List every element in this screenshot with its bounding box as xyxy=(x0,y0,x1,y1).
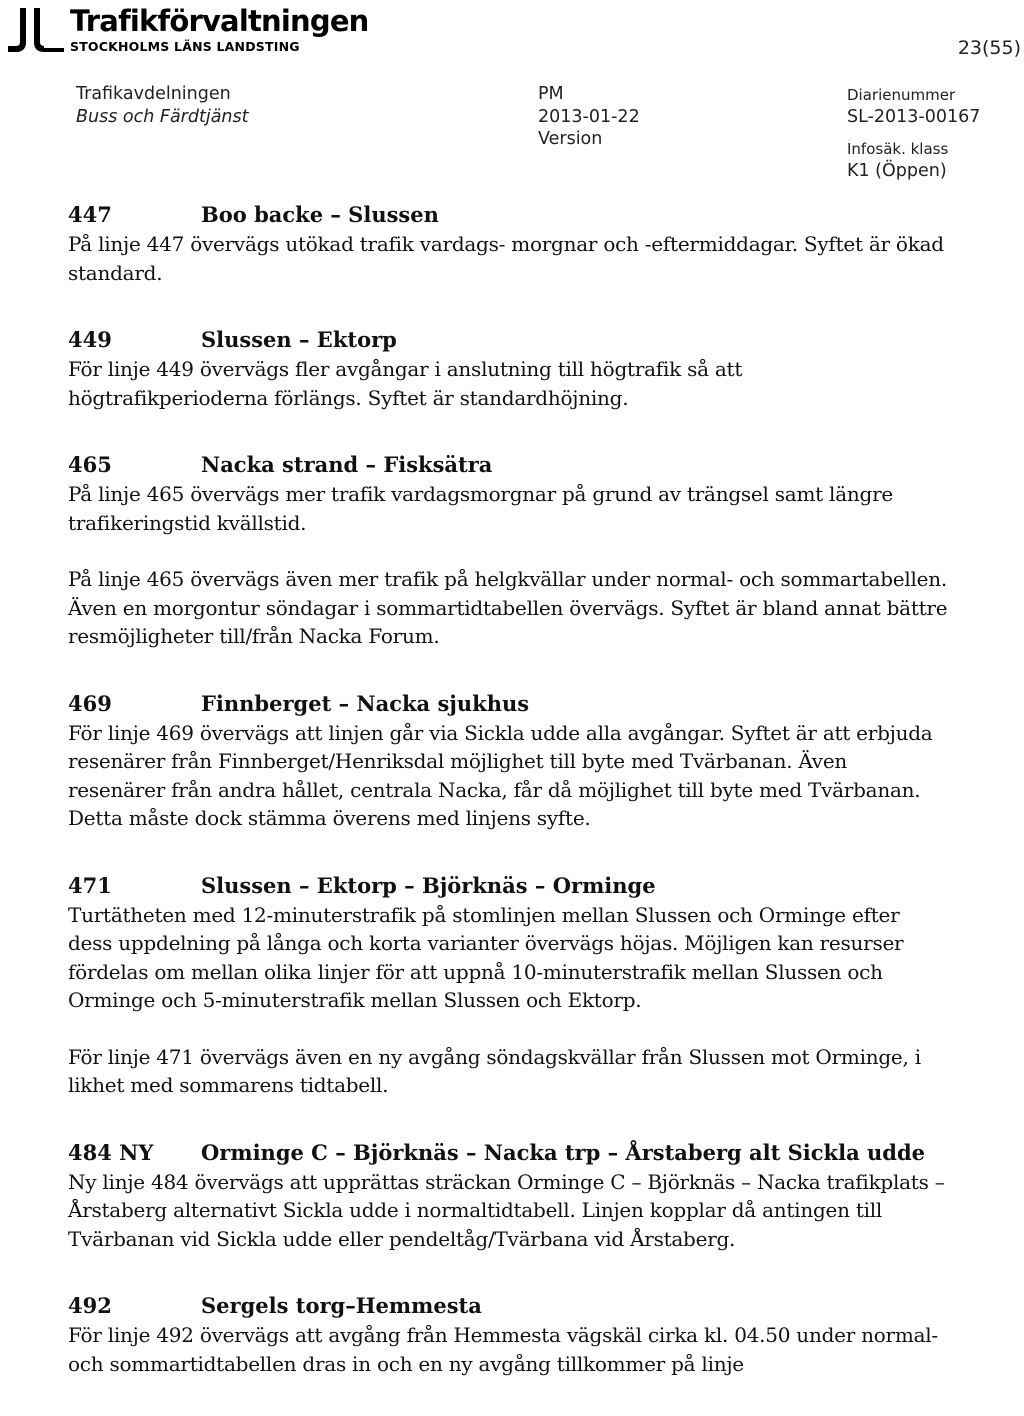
org-logo-icon xyxy=(6,6,66,56)
version-label: Version xyxy=(538,129,603,149)
diary-number: SL-2013-00167 xyxy=(847,107,981,127)
org-subtitle: STOCKHOLMS LÄNS LANDSTING xyxy=(70,39,300,54)
section-heading xyxy=(68,325,948,354)
route-title: Finnberget – Nacka sjukhus xyxy=(201,690,530,716)
section-447 xyxy=(68,200,948,287)
paragraph: Ny linje 484 övervägs att upprättas sträckan Orminge C – Björknäs – Nacka trafikplats – Årstaberg alternativt Sickla udde i normaltidtabell. Linjen kopplar då antingen till Tvärbanan vid Sickla udde eller pendeltåg/Tvärbana vid Årstaberg. xyxy=(68,1169,945,1251)
org-name: Trafikförvaltningen xyxy=(70,4,369,38)
section-heading xyxy=(68,450,948,479)
paragraph: På linje 465 övervägs även mer trafik på helgkvällar under normal- och sommartabellen. Även en morgontur söndagar i sommartidtabellen övervägs. Syftet är bland annat bättre resmöjligheter till/från Nacka Forum. xyxy=(68,567,948,648)
line-number: 492 xyxy=(68,1293,112,1318)
section-469 xyxy=(68,689,948,833)
infosak-value: K1 (Öppen) xyxy=(847,161,947,181)
section-heading xyxy=(68,200,948,229)
section-heading xyxy=(68,689,948,718)
route-title: Slussen – Ektorp xyxy=(201,327,397,352)
paragraph: För linje 449 övervägs fler avgångar i anslutning till högtrafik så att högtrafikperioderna förlängs. Syftet är standardhöjning. xyxy=(68,357,743,410)
route-title: Sergels torg–Hemmesta xyxy=(201,1293,482,1318)
route-title: Slussen – Ektorp – Björknäs – Orminge xyxy=(201,872,656,898)
route-title: Nacka strand – Fisksätra xyxy=(201,452,493,477)
line-number: 484 NY xyxy=(68,1139,154,1165)
page-number: 23(55) xyxy=(957,37,1021,59)
paragraph: På linje 447 övervägs utökad trafik vardags- morgnar och -eftermiddagar. Syftet är ökad standard. xyxy=(68,232,944,285)
doc-type: PM xyxy=(538,84,564,104)
section-471 xyxy=(68,871,948,1100)
infosak-label: Infosäk. klass xyxy=(847,140,949,158)
unit: Buss och Färdtjänst xyxy=(76,107,249,127)
line-number: 465 xyxy=(68,452,112,477)
route-title: Orminge C – Björknäs – Nacka trp – Årstaberg alt Sickla udde xyxy=(201,1139,925,1165)
paragraph: För linje 471 övervägs även en ny avgång söndagskvällar från Slussen mot Orminge, i likhet med sommarens tidtabell. xyxy=(68,1044,921,1097)
section-heading xyxy=(68,1138,948,1167)
paragraph: För linje 492 övervägs att avgång från Hemmesta vägskäl cirka kl. 04.50 under normal- och sommartidtabellen dras in och en ny avgång tillkommer på linje xyxy=(68,1323,938,1376)
org-logo xyxy=(6,4,369,56)
paragraph: Turtätheten med 12-minuterstrafik på stomlinjen mellan Slussen och Orminge efter dess uppdelning på långa och korta varianter övervägs höjas. Möjligen kan resurser fördelas om mellan olika linjer för att uppnå 10-minuterstrafik mellan Slussen och Orminge och 5-minuterstrafik mellan Slussen och Ektorp. xyxy=(68,902,904,1012)
section-492 xyxy=(68,1291,948,1378)
diary-label: Diarienummer xyxy=(847,86,956,104)
doc-date: 2013-01-22 xyxy=(538,107,640,127)
line-number: 447 xyxy=(68,202,112,227)
section-465 xyxy=(68,450,948,651)
section-heading xyxy=(68,871,948,900)
paragraph: För linje 469 övervägs att linjen går via Sickla udde alla avgångar. Syftet är att erbjuda resenärer från Finnberget/Henriksdal möjlighet till byte med Tvärbanan. Även resenärer från andra hållet, centrala Nacka, får då möjlighet till byte med Tvärbanan. Detta måste dock stämma överens med linjens syfte. xyxy=(68,720,933,830)
section-484 xyxy=(68,1138,948,1254)
line-number: 469 xyxy=(68,690,112,716)
document-body xyxy=(68,200,948,1416)
route-title: Boo backe – Slussen xyxy=(201,202,439,227)
section-449 xyxy=(68,325,948,412)
line-number: 449 xyxy=(68,327,112,352)
section-heading xyxy=(68,1291,948,1320)
department: Trafikavdelningen xyxy=(76,84,231,104)
line-number: 471 xyxy=(68,872,112,898)
paragraph: På linje 465 övervägs mer trafik vardagsmorgnar på grund av trängsel samt längre trafikeringstid kvällstid. xyxy=(68,482,893,535)
